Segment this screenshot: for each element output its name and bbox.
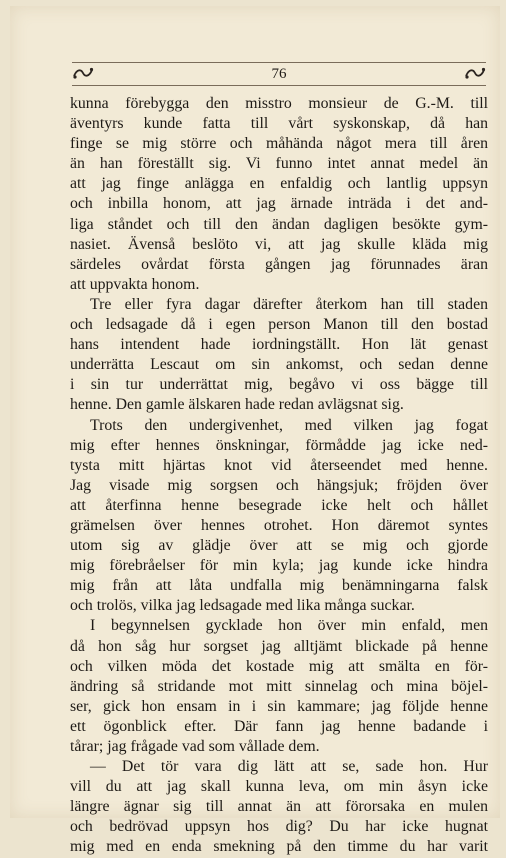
running-header xyxy=(72,62,486,86)
text-line: då hon såg hur sorgset jag alltjämt blickade på henne xyxy=(70,637,488,655)
text-line: tårar; jag frågade vad som vållade dem. xyxy=(70,738,320,755)
text-line: mig från att låta undfalla mig benämningarna falsk xyxy=(70,577,488,595)
text-line: ser, gick hon ensam in i sin kammare; jag följde henne xyxy=(70,697,488,715)
text-line: vill du att jag skall kunna leva, om min åsyn icke xyxy=(70,778,488,796)
text-line: än han föreställt sig. Vi funno intet annat medel än xyxy=(70,155,488,173)
text-line: ett ögonblick efter. Där fann jag henne badande i xyxy=(70,717,488,735)
text-line: att jag finge anlägga en enfaldig och lantlig uppsyn xyxy=(70,175,488,193)
text-line: äventyrs kunde fatta till vårt syskonskap, då han xyxy=(70,115,488,133)
text-line: mig efter hennes önskningar, förmådde jag icke ned- xyxy=(70,436,488,454)
text-line: grämelsen över hennes otrohet. Hon däremot syntes xyxy=(70,516,488,534)
text-line: och inbilla honom, att jag ärnade inträda i det and- xyxy=(70,195,488,213)
text-line: och trolös, vilka jag ledsagade med lika många suckar. xyxy=(70,597,415,615)
text-line: Trots den undergivenhet, med vilken jag fogat xyxy=(90,416,488,434)
text-line: att uppvakta honom. xyxy=(70,275,200,293)
text-line: underrätta Lescaut om sin ankomst, och sedan denne xyxy=(70,356,488,374)
text-line: mig förebråelser för min kyla; jag kunde icke hindra xyxy=(70,557,488,575)
text-line: Jag visade mig sorgsen och hängsjuk; fröjden över xyxy=(70,476,488,494)
text-line: mig med en enda smekning på den timme du har varit xyxy=(70,838,488,856)
text-line: att återfinna henne besegrade icke helt och hållet xyxy=(70,496,488,514)
text-line: kunna förebygga den misstro monsieur de G.-M. till xyxy=(70,95,488,112)
text-line: utom sig av glädje över att se mig och gjorde xyxy=(70,537,488,555)
text-line: och bedrövad uppsyn hos dig? Du har icke hugnat xyxy=(70,818,488,836)
text-line: henne. Den gamle älskaren hade redan avlägsnat sig. xyxy=(70,396,404,414)
page-number: 76 xyxy=(271,66,287,82)
text-line: och vilken möda det kostade mig att smälta en för- xyxy=(70,657,488,675)
text-line: nasiet. Ävenså beslöto vi, att jag skulle kläda mig xyxy=(70,235,488,253)
text-line: Tre eller fyra dagar därefter återkom han till staden xyxy=(90,295,488,313)
text-line: längre ägnar sig till annat än att förorsaka en mulen xyxy=(70,798,488,816)
header-rule-top xyxy=(72,62,486,63)
text-line: hans intendent hade iordningställt. Hon lät genast xyxy=(70,336,488,354)
text-line: och ledsagade då i egen person Manon till den bostad xyxy=(70,316,488,334)
text-line: — Det tör vara dig lätt att se, sade hon. Hur xyxy=(90,758,488,776)
text-line: ändring så stridande mot mitt sinnelag och mina böjel- xyxy=(70,677,488,695)
book-page xyxy=(10,6,500,856)
text-line: liga ståndet och till den ändan dagligen besökte gym- xyxy=(70,215,488,233)
body-text xyxy=(70,94,488,858)
text-line: särdeles ovårdat första gången jag förunnades äran xyxy=(70,255,488,273)
ornament-flourish-icon xyxy=(464,65,486,81)
text-line: tysta mitt hjärtas knot vid återseendet med henne. xyxy=(70,456,488,474)
text-line: i sin tur underrättat mig, begåvo vi oss bägge till xyxy=(70,376,488,394)
text-line: finge se mig större och måhända något mera till åren xyxy=(70,135,488,153)
header-rule-bottom xyxy=(72,85,486,86)
text-line: I begynnelsen gycklade hon över min enfald, men xyxy=(90,617,488,635)
